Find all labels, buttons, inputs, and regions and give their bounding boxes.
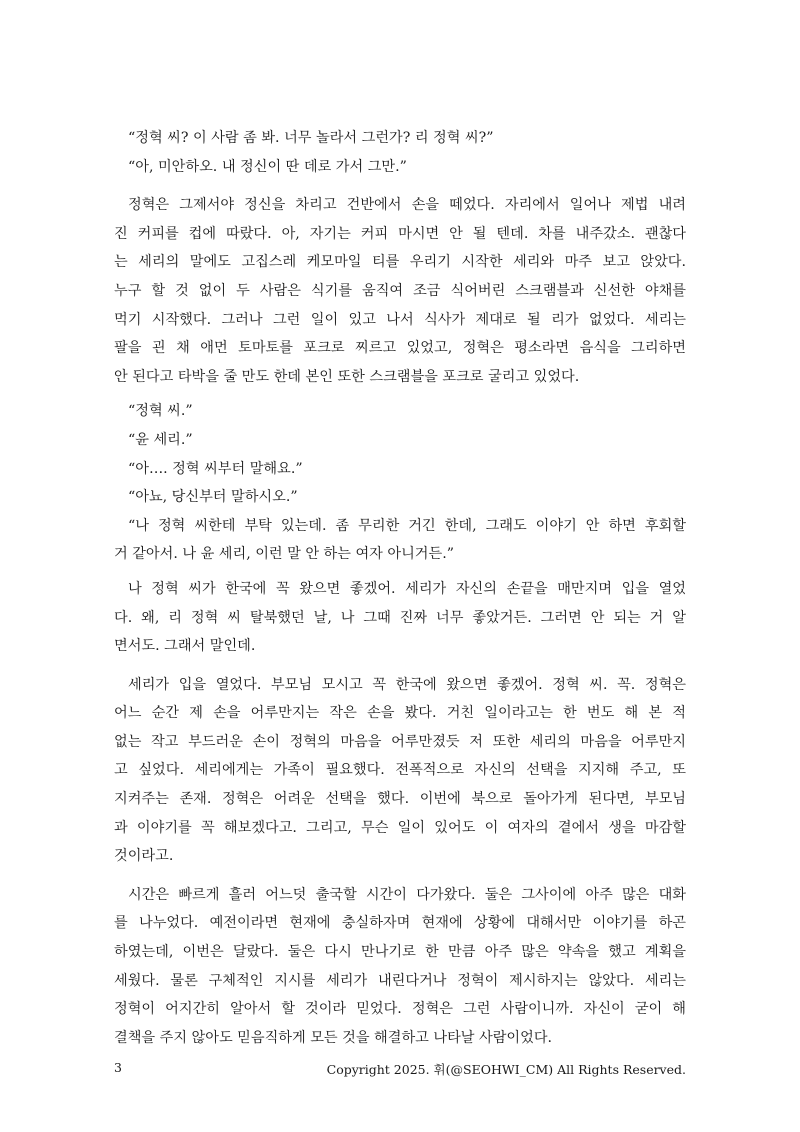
text-line: 고 싶었다. 세리에게는 가족이 필요했다. 전폭적으로 자신의 선택을 지지해 주고, 또 (114, 762, 686, 779)
text-line: 정혁이 어지간히 알아서 할 것이라 믿었다. 정혁은 그런 사람이니까. 자신이 굳이 해 (114, 1001, 686, 1018)
text-line: 누구 할 것 없이 두 사람은 식기를 움직여 조금 식어버린 스크램블과 신선한 야채를 (114, 282, 686, 299)
text-line: 과 이야기를 꼭 해보겠다고. 그리고, 무슨 일이 있어도 이 여자의 곁에서 생을 마감할 (114, 819, 686, 836)
page-footer (114, 1060, 686, 1078)
paragraph (114, 124, 686, 153)
copyright-notice: Copyright 2025. 휘(@SEOHWI_CM) All Rights Reserved. (326, 1062, 686, 1077)
text-line: 진 커피를 컵에 따랐다. 아, 자기는 커피 마시면 안 될 텐데. 차를 내주갔소. 괜찮다 (114, 225, 686, 242)
text-line: 없는 작고 부드러운 손이 정혁의 마음을 어루만졌듯 저 또한 세리의 마음을 어루만지 (114, 733, 686, 750)
text-line: “아…. 정혁 씨부터 말해요.” (128, 460, 303, 477)
text-line: “아, 미안하오. 내 정신이 딴 데로 가서 그만.” (128, 158, 407, 175)
paragraph (114, 483, 686, 512)
paragraph (114, 881, 686, 1053)
paragraph (114, 455, 686, 484)
text-line: 거 같아서. 나 윤 세리, 이런 말 안 하는 여자 아니거든.” (114, 546, 454, 563)
text-line: 를 나누었다. 예전이라면 현재에 충실하자며 현재에 상황에 대해서만 이야기를 하곤 (114, 915, 686, 932)
text-line: “아뇨, 당신부터 말하시오.” (128, 489, 298, 506)
text-line: 면서도. 그래서 말인데. (114, 638, 256, 655)
text-line: “윤 세리.” (128, 431, 193, 448)
text-line: 는 세리의 말에도 고집스레 케모마일 티를 우리기 시작한 세리와 마주 보고 앉았다. (114, 254, 686, 271)
text-line: “정혁 씨? 이 사람 좀 봐. 너무 놀라서 그런가? 리 정혁 씨?” (128, 130, 494, 146)
paragraph (114, 153, 686, 182)
text-line: 하였는데, 이번은 달랐다. 둘은 다시 만나기로 한 만큼 아주 많은 약속을 했고 계획을 (114, 944, 686, 961)
text-line: 먹기 시작했다. 그러나 그런 일이 있고 나서 식사가 제대로 될 리가 없었다. 세리는 (114, 311, 686, 328)
text-line: 세웠다. 물론 구체적인 지시를 세리가 내린다거나 정혁이 제시하지는 않았다. 세리는 (114, 972, 686, 989)
text-line: 지켜주는 존재. 정혁은 어려운 선택을 했다. 이번에 북으로 돌아가게 된다면, 부모님 (114, 791, 686, 808)
text-line: 결책을 주지 않아도 믿음직하게 모든 것을 해결하고 나타날 사람이었다. (114, 1029, 553, 1046)
paragraph (114, 575, 686, 661)
text-line: 세리가 입을 열었다. 부모님 모시고 꼭 한국에 왔으면 좋겠어. 정혁 씨. 꼭. 정혁은 (128, 676, 686, 693)
text-line: 어느 순간 제 손을 어루만지는 작은 손을 봤다. 거친 일이라고는 한 번도 해 본 적 (114, 705, 686, 722)
paragraph (114, 426, 686, 455)
document-body (114, 124, 686, 1052)
text-line: 안 된다고 타박을 줄 만도 한데 본인 또한 스크램블을 포크로 굴리고 있었다. (114, 368, 580, 385)
paragraph (114, 671, 686, 871)
paragraph (114, 397, 686, 426)
paragraph (114, 512, 686, 569)
text-line: 팔을 괸 채 애먼 토마토를 포크로 찌르고 있었고, 정혁은 평소라면 음식을 그리하면 (114, 340, 686, 357)
text-line: “나 정혁 씨한테 부탁 있는데. 좀 무리한 거긴 한데, 그래도 이야기 안 하면 후회할 (128, 517, 686, 534)
page-number: 3 (114, 1060, 122, 1075)
paragraph (114, 191, 686, 391)
text-line: “정혁 씨.” (128, 403, 193, 420)
text-line: 시간은 빠르게 흘러 어느덧 출국할 시간이 다가왔다. 둘은 그사이에 아주 많은 대화 (128, 886, 686, 903)
text-line: 나 정혁 씨가 한국에 꼭 왔으면 좋겠어. 세리가 자신의 손끝을 매만지며 입을 열었 (128, 580, 686, 597)
text-line: 다. 왜, 리 정혁 씨 탈북했던 날, 나 그때 진짜 너무 좋았거든. 그러면 안 되는 거 알 (114, 609, 686, 626)
text-line: 것이라고. (114, 848, 174, 865)
text-line: 정혁은 그제서야 정신을 차리고 건반에서 손을 떼었다. 자리에서 일어나 제법 내려 (128, 197, 686, 214)
